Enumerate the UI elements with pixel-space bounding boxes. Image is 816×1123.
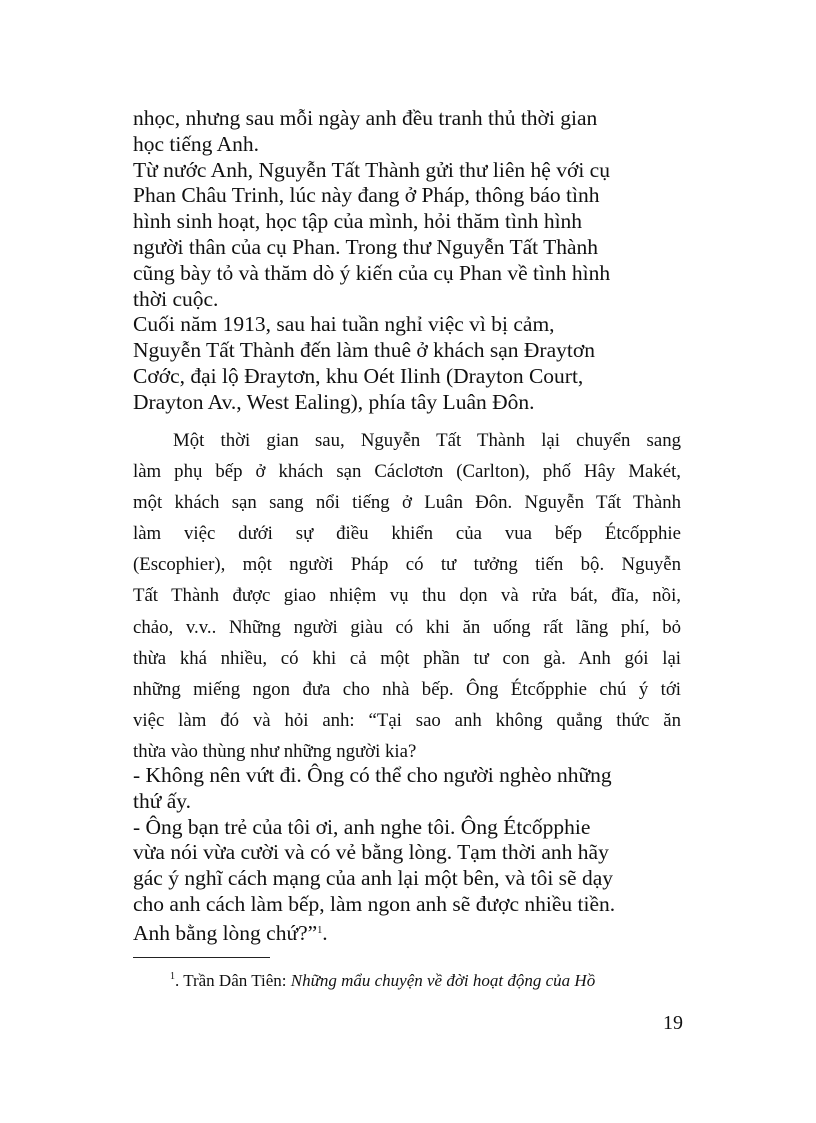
text-line: Phan Châu Trinh, lúc này đang ở Pháp, thông báo tình [133, 183, 600, 208]
text-line: một khách sạn sang nổi tiếng ở Luân Đôn. Nguyễn Tất Thành [133, 492, 681, 514]
text-line: Từ nước Anh, Nguyễn Tất Thành gửi thư liên hệ với cụ [133, 157, 610, 182]
text-line-suffix: . [322, 920, 328, 945]
text-line: học tiếng Anh. [133, 131, 259, 156]
text-line: Tất Thành được giao nhiệm vụ thu dọn và rửa bát, đĩa, nồi, [133, 585, 681, 607]
footnote-title: Những mẩu chuyện về đời hoạt động của Hồ [290, 971, 596, 990]
footnote-reference[interactable]: 1 [317, 924, 323, 936]
footnote [170, 964, 690, 994]
page-number: 19 [663, 1012, 683, 1034]
text-line-last [133, 918, 681, 944]
text-line: - Không nên vứt đi. Ông có thể cho người nghèo những [133, 763, 612, 787]
text-line: vừa nói vừa cười và có vẻ bằng lòng. Tạm thời anh hãy [133, 840, 609, 865]
text-block-top [133, 106, 681, 416]
text-line: Cơớc, đại lộ Đraytơn, khu Oét Ilinh (Drayton Court, [133, 363, 584, 388]
text-line: thừa khá nhiều, có khi cả một phần tư con gà. Anh gói lại [133, 647, 681, 669]
text-line: thừa vào thùng như những người kia? [133, 740, 417, 762]
footnote-separator [133, 957, 270, 958]
text-line: chảo, v.v.. Những người giàu có khi ăn uống rất lãng phí, bỏ [133, 616, 681, 638]
text-line: hình sinh hoạt, học tập của mình, hỏi thăm tình hình [133, 209, 583, 234]
text-line: cho anh cách làm bếp, làm ngon anh sẽ được nhiều tiền. [133, 891, 616, 916]
footnote-prefix: . Trần Dân Tiên: [175, 971, 291, 990]
text-line: những miếng ngon đưa cho nhà bếp. Ông Étcốpphie chú ý tới [133, 678, 681, 700]
text-line: Drayton Av., West Ealing), phía tây Luân Đôn. [133, 389, 535, 414]
text-line: cũng bày tỏ và thăm dò ý kiến của cụ Phan về tình hình [133, 260, 611, 285]
text-line: (Escophier), một người Pháp có tư tưởng tiến bộ. Nguyễn [133, 554, 681, 576]
footnote-marker: 1 [170, 971, 175, 982]
text-block-dialogue [133, 763, 681, 944]
text-line: - Ông bạn trẻ của tôi ơi, anh nghe tôi. Ông Étcốpphie [133, 814, 591, 839]
text-line-content: Anh bằng lòng chứ?” [133, 920, 318, 945]
text-paragraph-justified [133, 425, 681, 767]
text-line: thứ ấy. [133, 788, 192, 813]
text-line: Cuối năm 1913, sau hai tuần nghỉ việc vì bị cảm, [133, 312, 555, 337]
text-line: làm phụ bếp ở khách sạn Cáclơtơn (Carlton), phố Hây Makét, [133, 461, 681, 483]
text-line: người thân của cụ Phan. Trong thư Nguyễn Tất Thành [133, 234, 599, 259]
text-line: gác ý nghĩ cách mạng của anh lại một bên, và tôi sẽ dạy [133, 866, 614, 891]
text-line: làm việc dưới sự điều khiển của vua bếp Étcốpphie [133, 523, 681, 545]
text-line: Một thời gian sau, Nguyễn Tất Thành lại chuyển sang [173, 430, 681, 451]
text-line: Nguyễn Tất Thành đến làm thuê ở khách sạn Đraytơn [133, 338, 595, 363]
text-line: việc làm đó và hỏi anh: “Tại sao anh không quẳng thức ăn [133, 709, 681, 731]
text-line: nhọc, nhưng sau mỗi ngày anh đều tranh thủ thời gian [133, 106, 598, 130]
text-line: thời cuộc. [133, 286, 219, 311]
